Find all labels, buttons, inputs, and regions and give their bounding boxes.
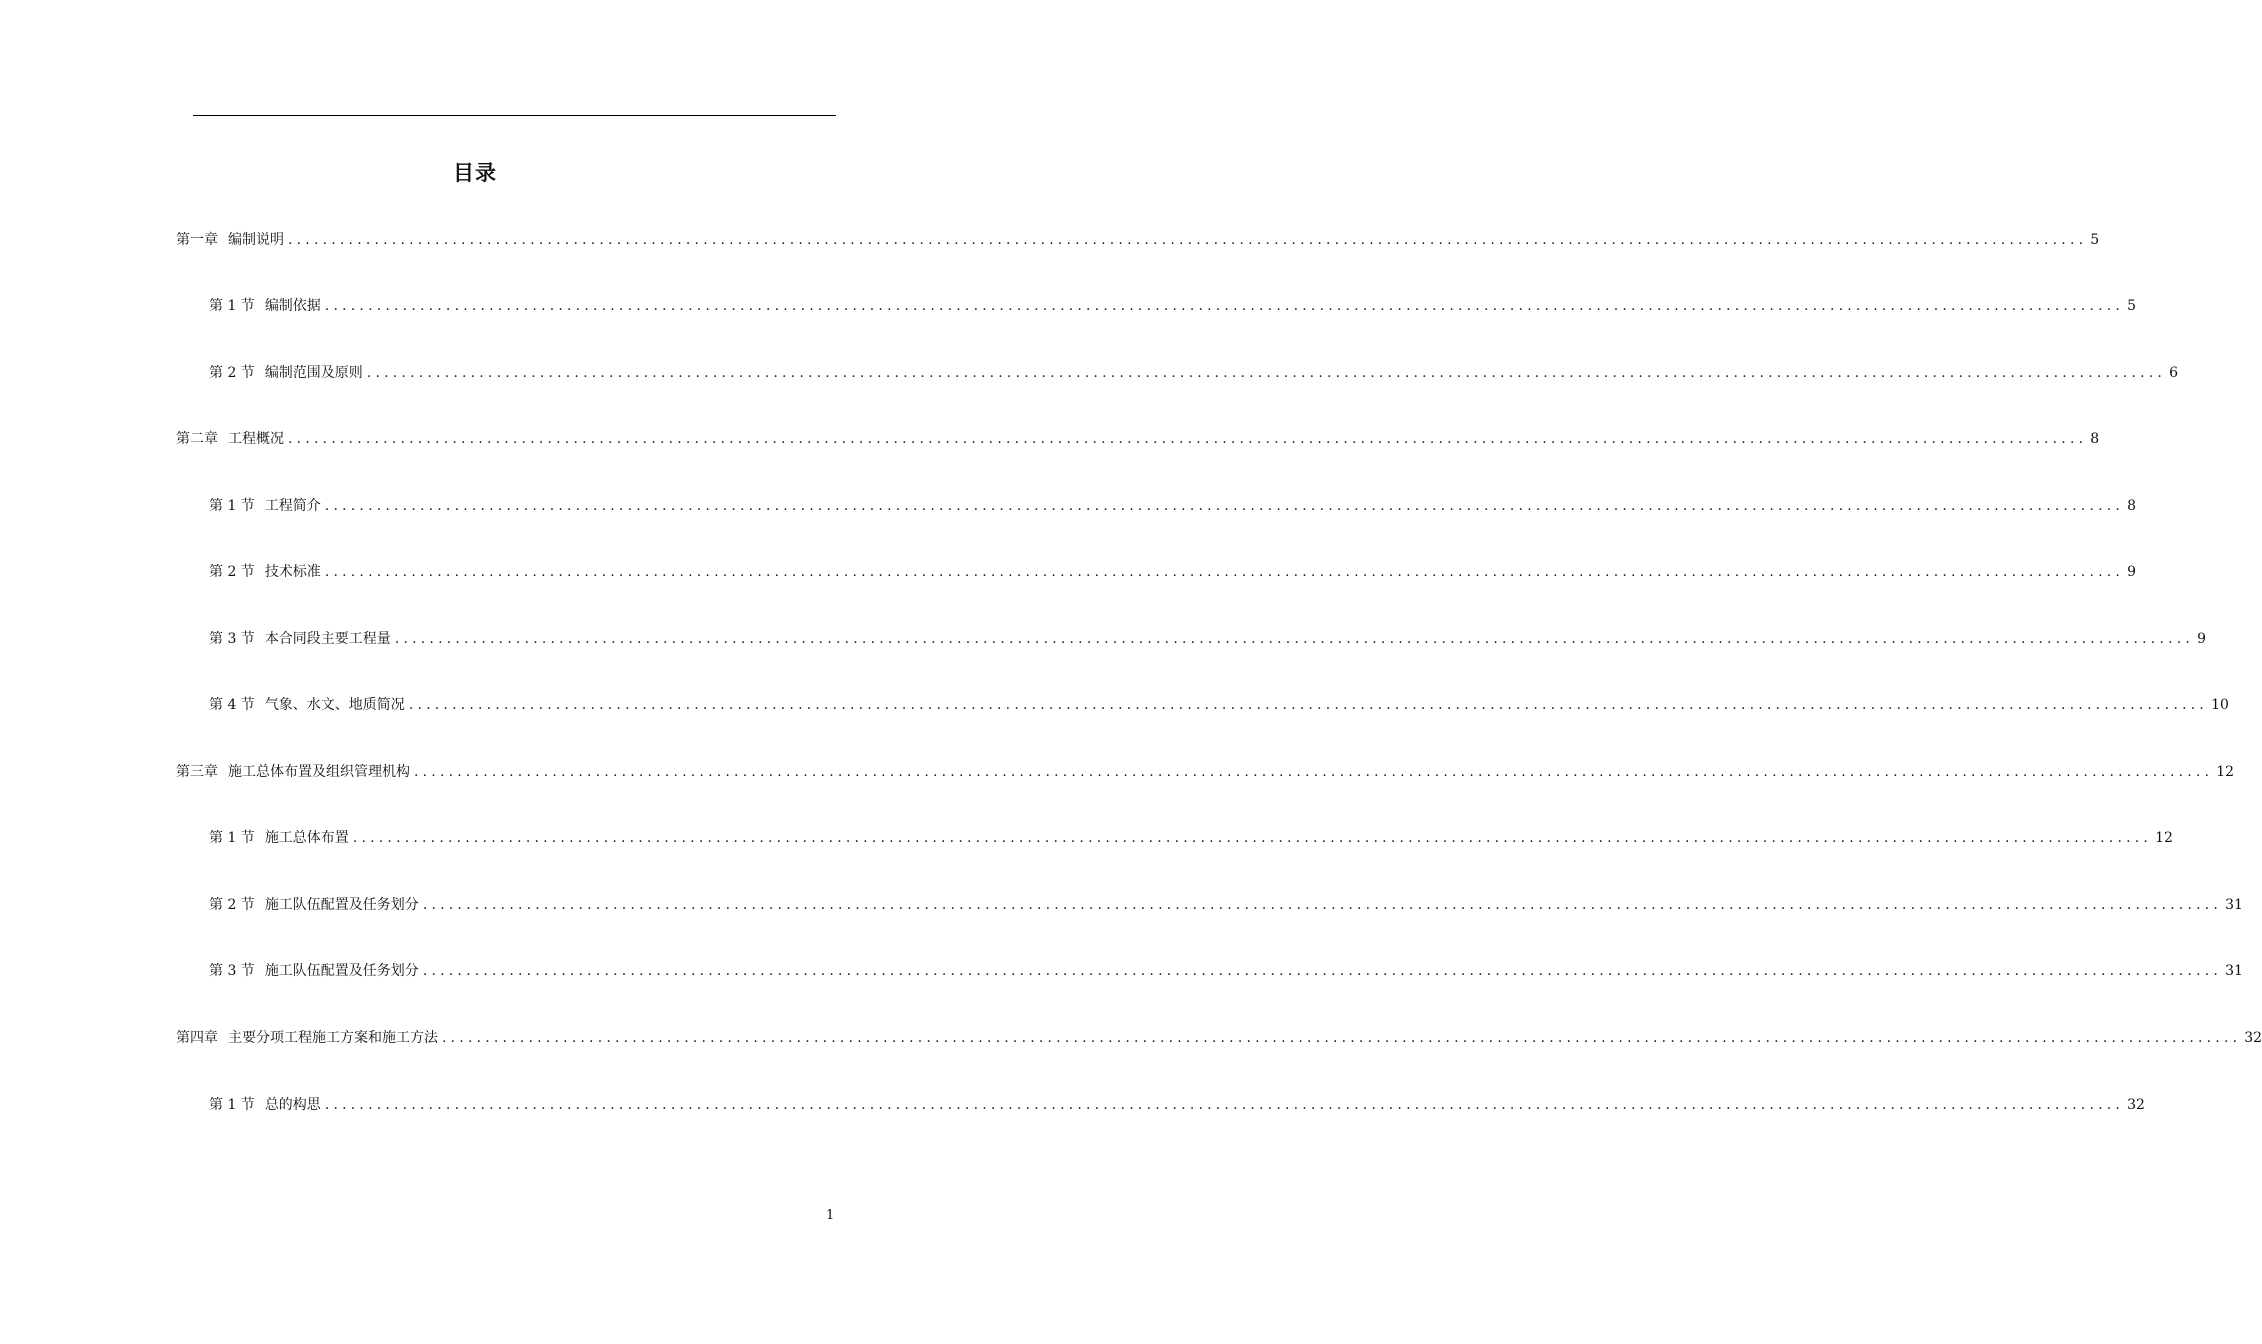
page-title: 目录 xyxy=(453,161,497,185)
toc-dot-leader: ................................................................................................................................................................................................................ xyxy=(324,564,2125,580)
toc-entry-page: 10 xyxy=(2211,697,2229,713)
toc-dot-leader: ................................................................................................................................................................................................................ xyxy=(422,897,2223,913)
toc-entry-number: 第 1 节 xyxy=(209,298,255,314)
toc-entry-title: 主要分项工程施工方案和施工方法 xyxy=(228,1030,438,1046)
toc-entry[interactable] xyxy=(176,762,2235,782)
toc-entry-page: 9 xyxy=(2197,631,2206,647)
toc-dot-leader: ................................................................................................................................................................................................................ xyxy=(414,764,2214,780)
toc-entry-title: 施工队伍配置及任务划分 xyxy=(264,897,419,913)
toc-entry-page: 31 xyxy=(2225,897,2243,913)
toc-entry[interactable] xyxy=(209,629,2206,649)
toc-entry-title: 施工总体布置及组织管理机构 xyxy=(228,764,410,780)
toc-dot-leader: ................................................................................................................................................................................................................ xyxy=(288,431,2088,447)
toc-entry[interactable] xyxy=(209,363,2178,383)
toc-entry[interactable] xyxy=(209,296,2136,316)
toc-entry-number: 第 2 节 xyxy=(209,897,255,913)
toc-entry-number: 第 1 节 xyxy=(209,1097,255,1113)
toc-dot-leader: ................................................................................................................................................................................................................ xyxy=(352,830,2153,846)
toc-dot-leader: ................................................................................................................................................................................................................ xyxy=(324,1097,2125,1113)
toc-entry-title: 工程简介 xyxy=(264,498,321,514)
toc-entry-page: 6 xyxy=(2169,365,2178,381)
toc-entry[interactable] xyxy=(176,429,2100,449)
toc-dot-leader: ................................................................................................................................................................................................................ xyxy=(324,498,2125,514)
toc-entry[interactable] xyxy=(209,695,2229,715)
toc-dot-leader: ................................................................................................................................................................................................................ xyxy=(366,365,2167,381)
toc-entry-number: 第 2 节 xyxy=(209,365,255,381)
toc-entry-page: 32 xyxy=(2127,1097,2145,1113)
toc-dot-leader: ................................................................................................................................................................................................................ xyxy=(324,298,2125,314)
toc-entry[interactable] xyxy=(209,1095,2145,1115)
toc-entry-number: 第 1 节 xyxy=(209,830,255,846)
toc-dot-leader: ................................................................................................................................................................................................................ xyxy=(288,232,2088,248)
toc-entry-number: 第三章 xyxy=(176,764,218,780)
toc-entry-page: 5 xyxy=(2090,232,2100,248)
toc-entry-title: 本合同段主要工程量 xyxy=(264,631,391,647)
toc-entry[interactable] xyxy=(176,230,2100,250)
toc-entry-title: 编制依据 xyxy=(264,298,321,314)
toc-entry-number: 第 1 节 xyxy=(209,498,255,514)
toc-entry-page: 9 xyxy=(2127,564,2136,580)
toc-entry[interactable] xyxy=(176,1028,2262,1048)
toc-dot-leader: ................................................................................................................................................................................................................ xyxy=(408,697,2209,713)
page-number: 1 xyxy=(826,1208,835,1223)
toc-entry-title: 编制说明 xyxy=(228,232,284,248)
toc-entry-number: 第二章 xyxy=(176,431,218,447)
toc-dot-leader: ................................................................................................................................................................................................................ xyxy=(442,1030,2242,1046)
toc-entry-title: 总的构思 xyxy=(264,1097,321,1113)
toc-entry[interactable] xyxy=(209,828,2173,848)
toc-entry-page: 5 xyxy=(2127,298,2136,314)
toc-entry[interactable] xyxy=(209,895,2243,915)
toc-dot-leader: ................................................................................................................................................................................................................ xyxy=(422,963,2223,979)
toc-entry-page: 8 xyxy=(2127,498,2136,514)
toc-entry-title: 施工总体布置 xyxy=(264,830,349,846)
toc-entry-number: 第 2 节 xyxy=(209,564,255,580)
toc-entry-title: 编制范围及原则 xyxy=(264,365,363,381)
toc-entry[interactable] xyxy=(209,961,2243,981)
toc-dot-leader: ................................................................................................................................................................................................................ xyxy=(394,631,2195,647)
toc-entry-page: 8 xyxy=(2090,431,2100,447)
toc-entry[interactable] xyxy=(209,496,2136,516)
toc-entry-number: 第 3 节 xyxy=(209,631,255,647)
toc-entry-number: 第 3 节 xyxy=(209,963,255,979)
toc-entry-number: 第 4 节 xyxy=(209,697,255,713)
toc-entry[interactable] xyxy=(209,562,2136,582)
toc-entry-page: 32 xyxy=(2244,1030,2262,1046)
toc-entry-number: 第四章 xyxy=(176,1030,218,1046)
toc-entry-number: 第一章 xyxy=(176,232,218,248)
toc-entry-page: 12 xyxy=(2216,764,2235,780)
toc-entry-page: 12 xyxy=(2155,830,2173,846)
toc-entry-title: 施工队伍配置及任务划分 xyxy=(264,963,419,979)
toc-entry-title: 技术标准 xyxy=(264,564,321,580)
toc-entry-title: 工程概况 xyxy=(228,431,284,447)
toc-entry-title: 气象、水文、地质简况 xyxy=(264,697,405,713)
toc-entry-page: 31 xyxy=(2225,963,2243,979)
